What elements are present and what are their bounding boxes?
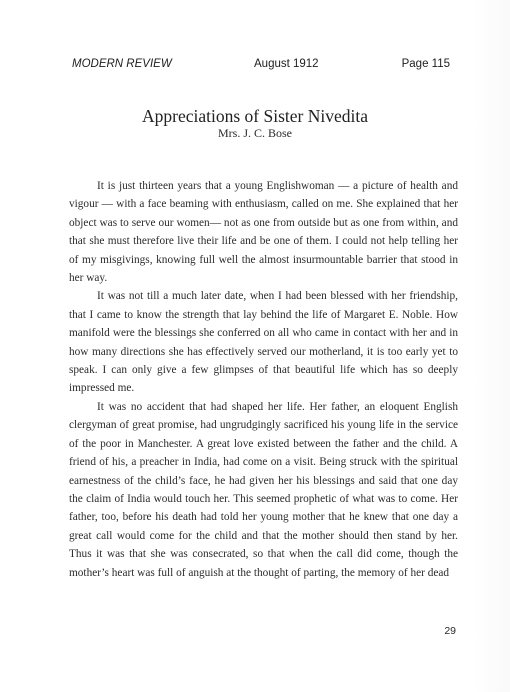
issue-date: August 1912: [254, 58, 319, 70]
page-edge-shadow: [474, 0, 510, 692]
running-header: [72, 58, 450, 74]
page-label: Page 115: [401, 58, 450, 70]
paragraph: It is just thirteen years that a young Englishwoman — a picture of health and vigour — with a face beaming with enthusiasm, called on me. She explained that her object was to serve our women— not as one from outside but as one from within, and that she must therefore live their life and be one of them. I could not help telling her of my misgivings, knowing full well the almost insurmountable barrier that stood in her way.: [69, 180, 458, 285]
article-body: [69, 177, 458, 582]
paragraph: It was not till a much later date, when I had been blessed with her friendship, that I came to know the strength that lay behind the life of Margaret E. Noble. How manifold were the blessings she conferred on all who came in contact with her and in how many directions she has effectively served our motherland, it is too early yet to speak. I can only give a few glimpses of that beautiful life which has so deeply impressed me.: [69, 290, 458, 395]
page-number: 29: [444, 625, 456, 637]
publication-name: MODERN REVIEW: [72, 58, 172, 70]
article-title: Appreciations of Sister Nivedita: [142, 106, 368, 126]
paragraph: It was no accident that had shaped her life. Her father, an eloquent English clergyman of great promise, had ungrudgingly sacrificed his young life in the service of the poor in Manchester. A great love existed between the father and the child. A friend of his, a preacher in India, had come on a visit. Being struck with the spiritual earnestness of the child’s face, he had given her his blessings and said that one day the claim of India would touch her. This seemed prophetic of what was to come. Her father, too, before his death had told her young mother that he knew that one day a great call would come for the child and that the mother should then stand by her. Thus it was that she was consecrated, so that when the call did come, though the mother’s heart was full of anguish at the thought of parting, the memory of her dead: [69, 400, 458, 579]
article-author: Mrs. J. C. Bose: [217, 126, 292, 140]
